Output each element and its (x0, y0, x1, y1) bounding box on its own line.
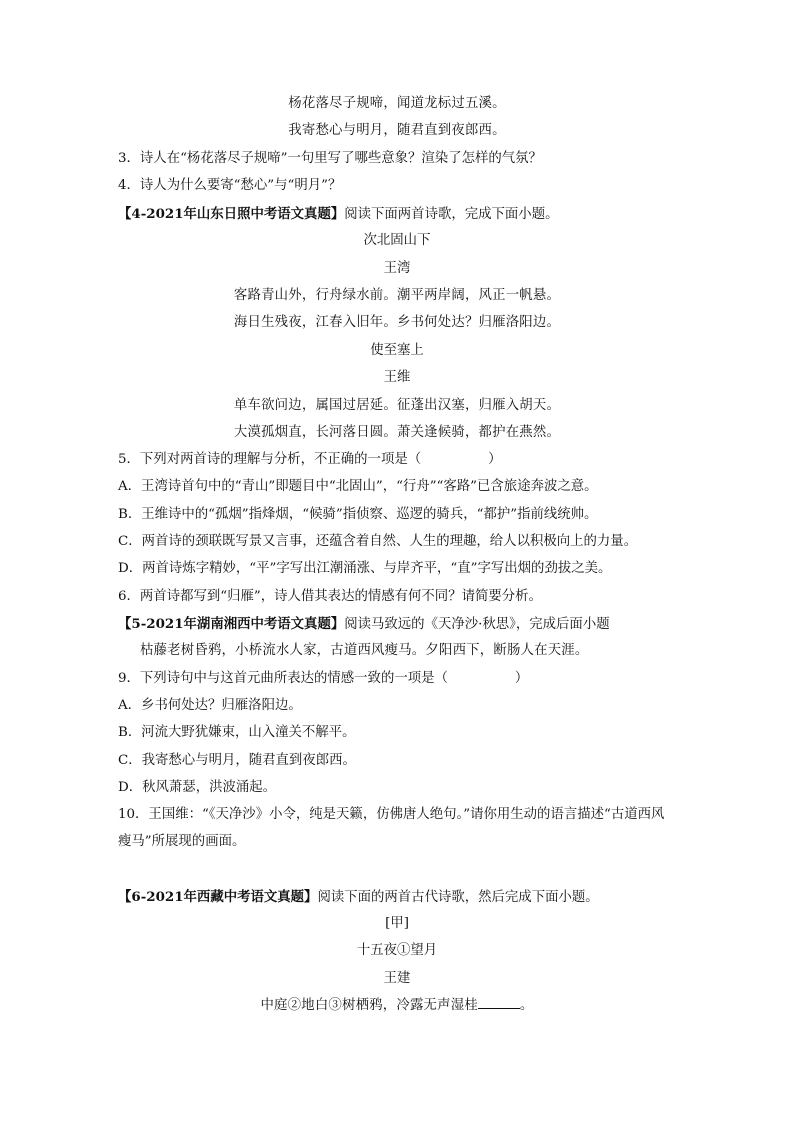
section-instruction: 阅读马致远的《天净沙·秋思》，完成后面小题 (344, 617, 610, 632)
poem-part-label: [甲] (385, 916, 409, 931)
option-c: C．两首诗的颈联既写景又言事，还蕴含着自然、人生的理趣，给人以积极向上的力量。 (118, 534, 638, 549)
poem-title: 使至塞上 (370, 343, 424, 358)
poem-line-with-blank (0, 996, 794, 1016)
poem-line: 海日生残夜，江春入旧年。乡书何处达？归雁洛阳边。 (233, 315, 561, 330)
question-3: 3．诗人在“杨花落尽子规啼”一句里写了哪些意象？渲染了怎样的气氛？ (118, 151, 542, 166)
poem-line: 大漠孤烟直，长河落日圆。萧关逢候骑，都护在燕然。 (233, 425, 561, 440)
fill-in-blank (478, 996, 520, 1009)
poem-line: 客路青山外，行舟绿水前。潮平两岸阔，风正一帆悬。 (233, 288, 561, 303)
section-header-4 (118, 204, 558, 225)
poem-line-end: 。 (519, 998, 534, 1013)
poem-line: 我寄愁心与明月，随君直到夜郎西。 (288, 123, 506, 138)
question-5: 5．下列对两首诗的理解与分析，不正确的一项是（ ） (118, 452, 502, 467)
poem-line-text: 中庭②地白③树栖鸦，冷露无声湿桂 (260, 998, 478, 1013)
option-a: A．王湾诗首句中的“青山”即题目中“北固山”，“行舟”“客路”已含旅途奔波之意。 (118, 479, 598, 494)
option-c: C．我寄愁心与明月，随君直到夜郎西。 (118, 753, 356, 768)
option-a: A．乡书何处达？归雁洛阳边。 (118, 698, 302, 713)
question-4: 4．诗人为什么要寄“愁心”与“明月”？ (118, 178, 342, 193)
section-source-tag: 【6-2021年西藏中考语文真题】 (118, 889, 318, 905)
section-source-tag: 【4-2021年山东日照中考语文真题】 (118, 206, 345, 222)
section-instruction: 阅读下面两首诗歌，完成下面小题。 (344, 207, 559, 222)
section-source-tag: 【5-2021年湖南湘西中考语文真题】 (118, 616, 345, 632)
poem-author: 王建 (383, 971, 411, 986)
option-b: B．王维诗中的“孤烟”指烽烟，“候骑”指侦察、巡逻的骑兵，“都护”指前线统帅。 (118, 507, 598, 522)
question-10: 10．王国维：“《天净沙》小令，纯是天籁，仿佛唐人绝句。”请你用生动的语言描述“古道西风 (118, 807, 665, 822)
option-b: B．河流大野犹嫌束，山入潼关不解平。 (118, 725, 356, 740)
question-6: 6．两首诗都写到“归雁”，诗人借其表达的情感有何不同？请简要分析。 (118, 589, 542, 604)
poem-line: 单车欲问边，属国过居延。征蓬出汉塞，归雁入胡天。 (233, 398, 561, 413)
option-d: D．两首诗炼字精妙，“平”字写出江潮涌涨、与岸齐平，“直”字写出烟的劲拔之美。 (118, 561, 612, 576)
section-header-5 (118, 614, 610, 635)
poem-author: 王湾 (383, 261, 411, 276)
poem-line: 杨花落尽子规啼，闻道龙标过五溪。 (288, 96, 506, 111)
poem-line: 枯藤老树昏鸦，小桥流水人家，古道西风瘦马。夕阳西下，断肠人在天涯。 (140, 643, 589, 658)
section-header-6 (118, 887, 599, 908)
poem-title: 十五夜①望月 (356, 943, 438, 958)
question-9: 9．下列诗句中与这首元曲所表达的情感一致的一项是（ ） (118, 671, 529, 686)
poem-author: 王维 (383, 370, 411, 385)
option-d: D．秋风萧瑟，洪波涌起。 (118, 780, 277, 795)
section-instruction: 阅读下面的两首古代诗歌，然后完成下面小题。 (317, 890, 599, 905)
poem-title: 次北固山下 (363, 233, 431, 248)
question-10-continued: 瘦马”所展现的画面。 (118, 834, 246, 849)
